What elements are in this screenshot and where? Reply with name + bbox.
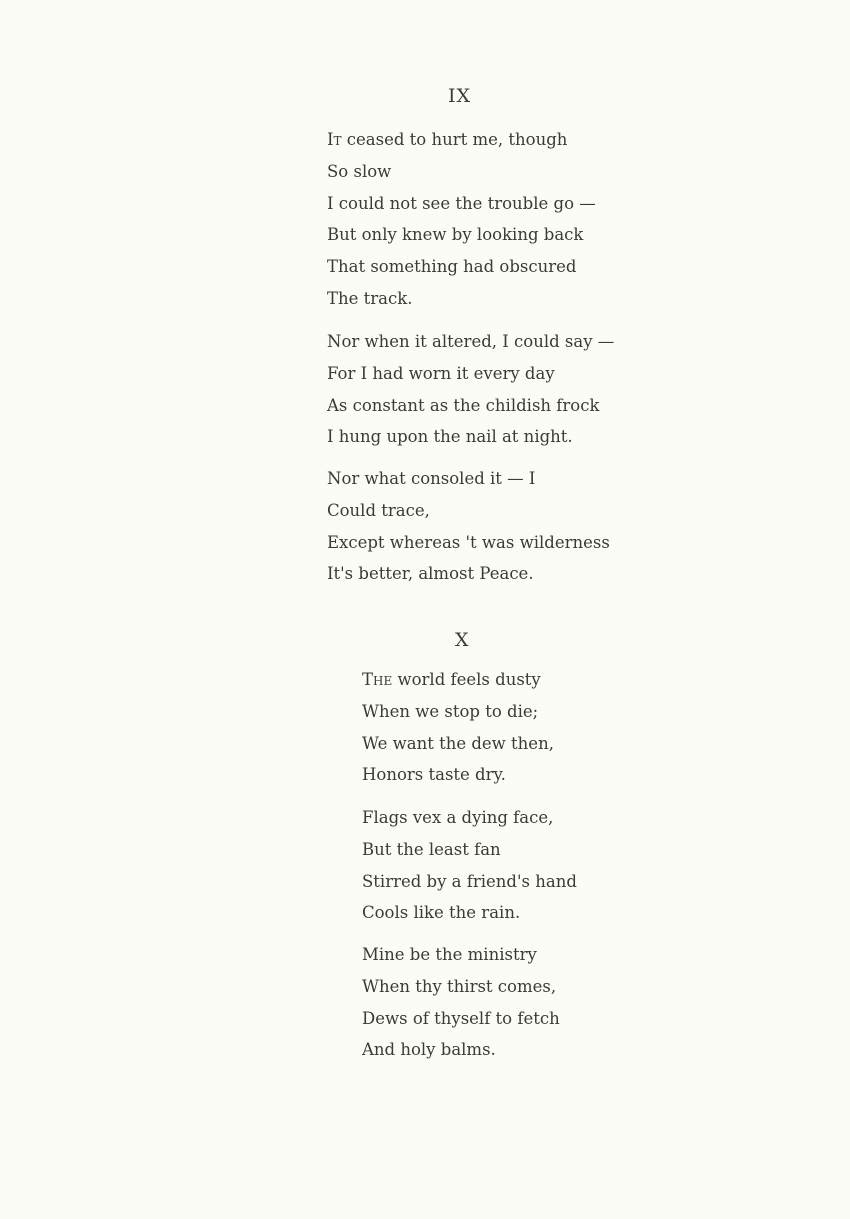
poem-line: The world feels dusty [362,670,541,689]
poem-line: So slow [327,161,392,181]
stanza [362,939,560,1066]
poem-line: I hung upon the nail at night. [327,427,573,447]
poem-line: We want the dew then, [362,733,554,753]
poem-line: The track. [327,288,413,308]
poem-line: Mine be the ministry [362,945,537,964]
poem-line: Except whereas 't was wilderness [327,532,610,552]
poem-line: When we stop to die; [362,701,539,721]
first-word: It [327,130,342,149]
poem-number: IX [448,85,472,107]
poem-line: But only knew by looking back [327,225,584,245]
poem-line: Nor when it altered, I could say — [327,332,615,351]
poem-line: For I had worn it every day [327,363,555,383]
poem-line: Nor what consoled it — I [327,469,536,488]
stanza [362,802,577,929]
poem-number: X [455,629,470,651]
poem-line: But the least fan [362,839,501,859]
poem-line: As constant as the childish frock [327,395,600,415]
poem-line: I could not see the trouble go — [327,193,596,213]
poem-line: When thy thirst comes, [362,976,557,996]
stanza [327,124,596,315]
poem-line: Flags vex a dying face, [362,808,554,827]
poem-line: It ceased to hurt me, though [327,130,568,149]
poem-line: That something had obscured [327,257,577,277]
poem-line: Cools like the rain. [362,903,521,923]
stanza [327,463,610,590]
poem-line: And holy balms. [362,1040,496,1060]
poem-line: It's better, almost Peace. [327,564,534,584]
poem-line: Dews of thyself to fetch [362,1008,560,1028]
first-word: The [362,670,393,689]
stanza [362,664,554,791]
poem-line: Could trace, [327,500,430,520]
poem-line: Honors taste dry. [362,765,506,785]
stanza [327,326,614,453]
poem-line: Stirred by a friend's hand [362,871,577,891]
